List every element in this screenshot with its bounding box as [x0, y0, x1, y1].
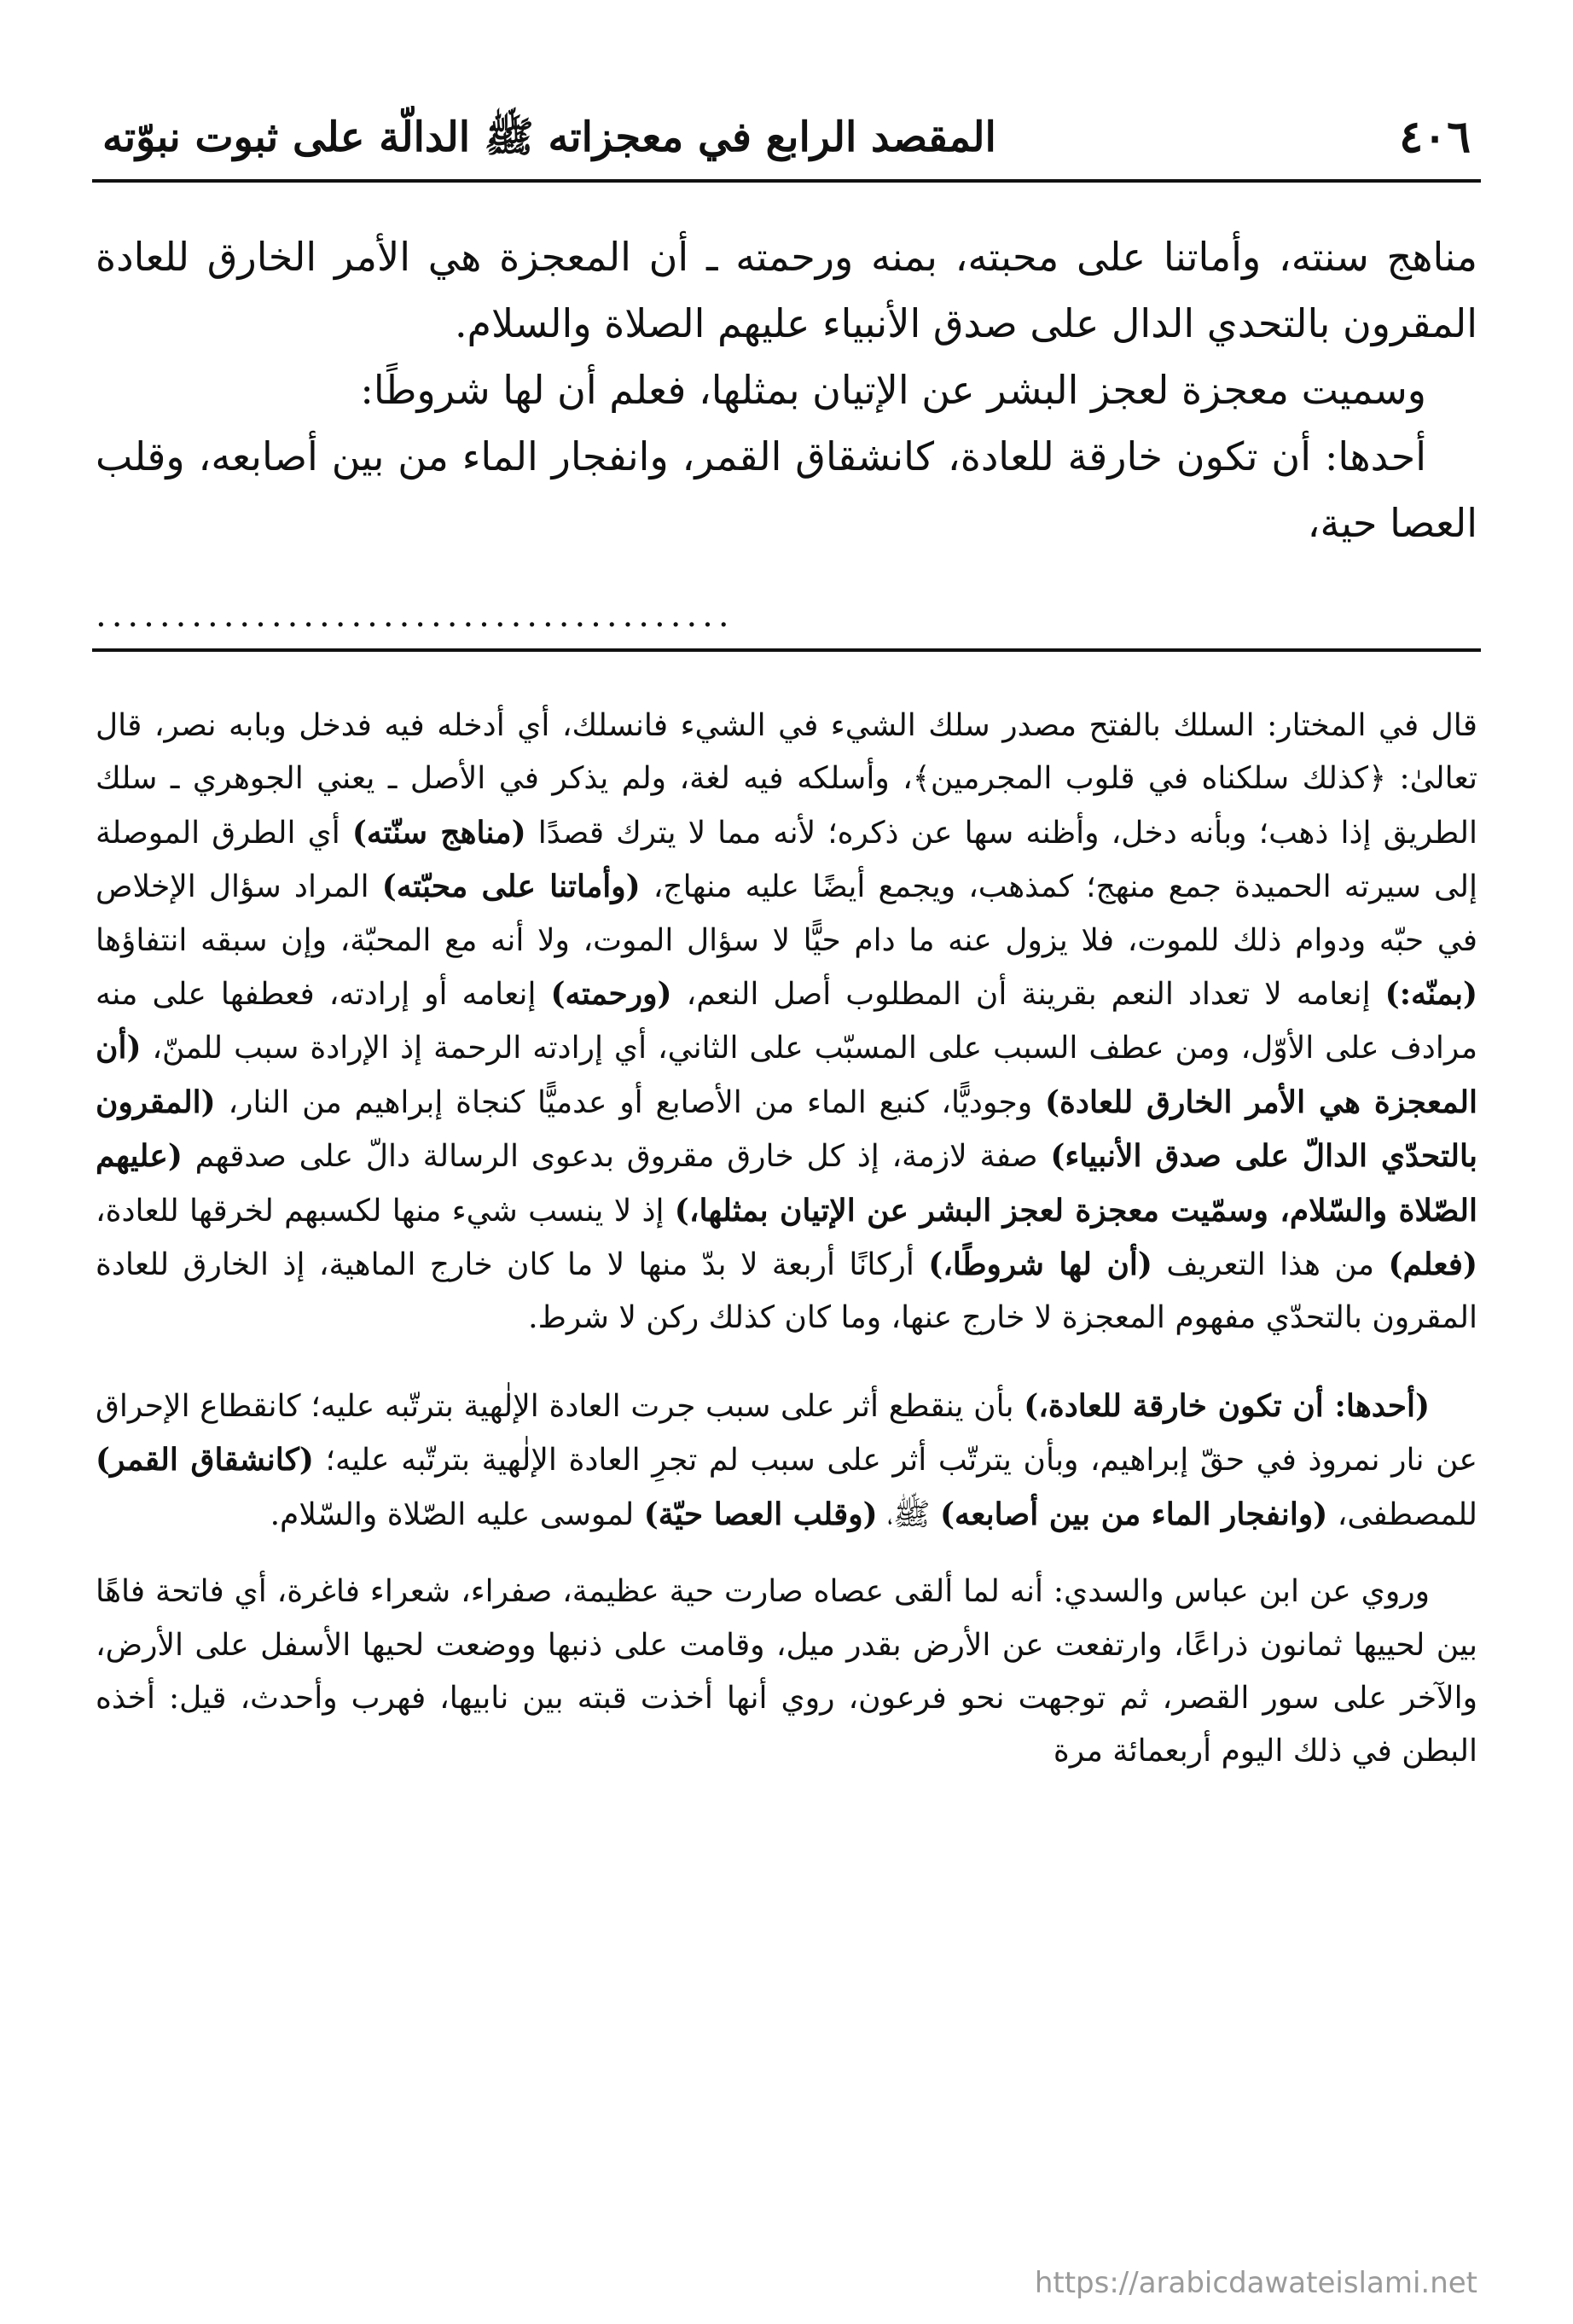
running-title: المقصد الرابع في معجزاته ﷺ الدالّة على ثبوت نبوّته — [102, 113, 996, 161]
quoted-matn: (بمنّه:) — [1384, 976, 1478, 1013]
quoted-matn: (مناهج سنّته) — [351, 814, 526, 851]
commentary-text: صفة لازمة، إذ كل خارق مقروق بدعوى الرسالة دالّ على صدقهم — [194, 1139, 1038, 1175]
quoted-matn: (كانشقاق القمر) — [96, 1442, 314, 1479]
quoted-matn: (وأماتنا على محبّته) — [381, 869, 641, 905]
commentary-text: بأن ينقطع أثر على سبب جرت العادة الإلٰهية بترتّبه عليه؛ كانقطاع الإحراق عن نار نمروذ في حقّ إبراهيم، وبأن يترتّب أثر على سبب لم تجرِ العادة الإلٰهية بترتّبه عليه؛ — [96, 1388, 1477, 1479]
matn-paragraph: أحدها: أن تكون خارقة للعادة، كانشقاق القمر، وانفجار الماء من بين أصابعه، وقلب العصا حية، — [96, 433, 1477, 546]
commentary-text: من هذا التعريف — [1166, 1247, 1375, 1283]
commentary-text: قال في المختار: السلك بالفتح مصدر سلك الشيء في الشيء فانسلك، أي أدخله فيه فدخل وبابه نصر، قال تعالىٰ: ﴿كذلك سلكناه في قلوب المجرمين﴾، وأسلكه فيه لغة، ولم يذكر في الأصل ـ يعني الجوهري ـ سلك الطريق إذا ذهب؛ وبأنه دخل، وأظنه سها عن ذكره؛ لأنه مما لا يترك قصدًا — [96, 708, 1478, 851]
commentary-paragraph — [96, 700, 1477, 1345]
commentary-text: أي الطرق الموصلة إلى سيرته الحميدة جمع منهج؛ كمذهب، ويجمع أيضًا عليه منهاج، — [96, 815, 1478, 905]
commentary-text: وجوديًّا، كنبع الماء من الأصابع أو عدميًّا كنجاة إبراهيم من النار، — [228, 1084, 1033, 1120]
commentary-text: إنعامه لا تعداد النعم بقرينة أن المطلوب أصل النعم، — [686, 977, 1371, 1013]
section-divider — [92, 648, 1481, 652]
commentary-text: المراد سؤال الإخلاص في حبّه ودوام ذلك للموت، فلا يزول عنه ما دام حيًّا لا سؤال الموت، ولا أنه مع المحبّة، وإن سبقه انتفاؤها — [96, 869, 1477, 958]
commentary-paragraph — [96, 1380, 1477, 1542]
watermark-url: https://arabicdawateislami.net — [1034, 2266, 1477, 2300]
matn-paragraph: مناهج سنته، وأماتنا على محبته، بمنه ورحمته ـ أن المعجزة هي الأمر الخارق للعادة المقرون بالتحدي الدال على صدق الأنبياء عليهم الصلاة والسلام. — [96, 234, 1477, 346]
quoted-matn: (أن المعجزة هي الأمر الخارق للعادة) — [96, 1030, 1478, 1120]
quoted-matn: (المقرون بالتحدّي الدالّ على صدق الأنبياء) — [96, 1084, 1477, 1175]
commentary-text: للمصطفى، — [1337, 1496, 1477, 1532]
quoted-matn: (عليهم الصّلاة والسّلام، وسمّيت معجزة لعجز البشر عن الإتيان بمثلها،) — [96, 1138, 1477, 1229]
commentary-text: إذ لا ينسب شيء منها لكسبهم لخرقها للعادة، — [96, 1193, 665, 1229]
quoted-matn: (وقلب العصا حيّة) — [643, 1496, 878, 1532]
commentary — [96, 700, 1477, 1803]
commentary-paragraph: وروي عن ابن عباس والسدي: أنه لما ألقى عصاه صارت حية عظيمة، صفراء، شعراء فاغرة، أي فاتحة فاهًا بين لحييها ثمانون ذراعًا، وارتفعت عن الأرض بقدر ميل، وقامت على ذنبها ووضعت لحيها الأسفل على الأرض، والآخر على سور القصر، ثم توجهت نحو فرعون، روي أنها أخذت قبته بين نابيها، فهرب وأحدث، قيل: أخذه البطن في ذلك اليوم أربعمائة مرة — [96, 1574, 1478, 1769]
page-header — [92, 101, 1481, 179]
commentary-text: لموسى عليه الصّلاة والسّلام. — [270, 1496, 635, 1532]
main-text — [96, 224, 1477, 635]
commentary-text: أركانًا أربعة لا بدّ منها لا ما كان خارج الماهية، إذ الخارق للعادة المقرون بالتحدّي مفهوم المعجزة لا خارج عنها، وما كان كذلك ركن لا شرط. — [96, 1247, 1477, 1336]
quoted-matn: (أحدها: أن تكون خارقة للعادة،) — [1024, 1387, 1430, 1424]
quoted-matn: (وانفجار الماء من بين أصابعه) — [939, 1496, 1328, 1532]
quoted-matn: (ورحمته) — [550, 976, 672, 1013]
quoted-matn: (فعلم) — [1388, 1246, 1477, 1283]
matn-ellipsis: ........................................ — [96, 596, 734, 635]
commentary-text: ﷺ، — [887, 1496, 931, 1532]
commentary-text: إنعامه أو إرادته، فعطفها على منه مرادف على الأوّل، ومن عطف السبب على المسبّب على الثاني، أي إرادته الرحمة إذ الإرادة سبب للمنّ، — [96, 977, 1477, 1066]
page-number: ٤٠٦ — [1399, 111, 1471, 163]
matn-paragraph: وسميت معجزة لعجز البشر عن الإتيان بمثلها، فعلم أن لها شروطًا: — [360, 367, 1426, 413]
quoted-matn: (أن لها شروطًا،) — [928, 1246, 1152, 1283]
header-rule — [92, 179, 1481, 183]
